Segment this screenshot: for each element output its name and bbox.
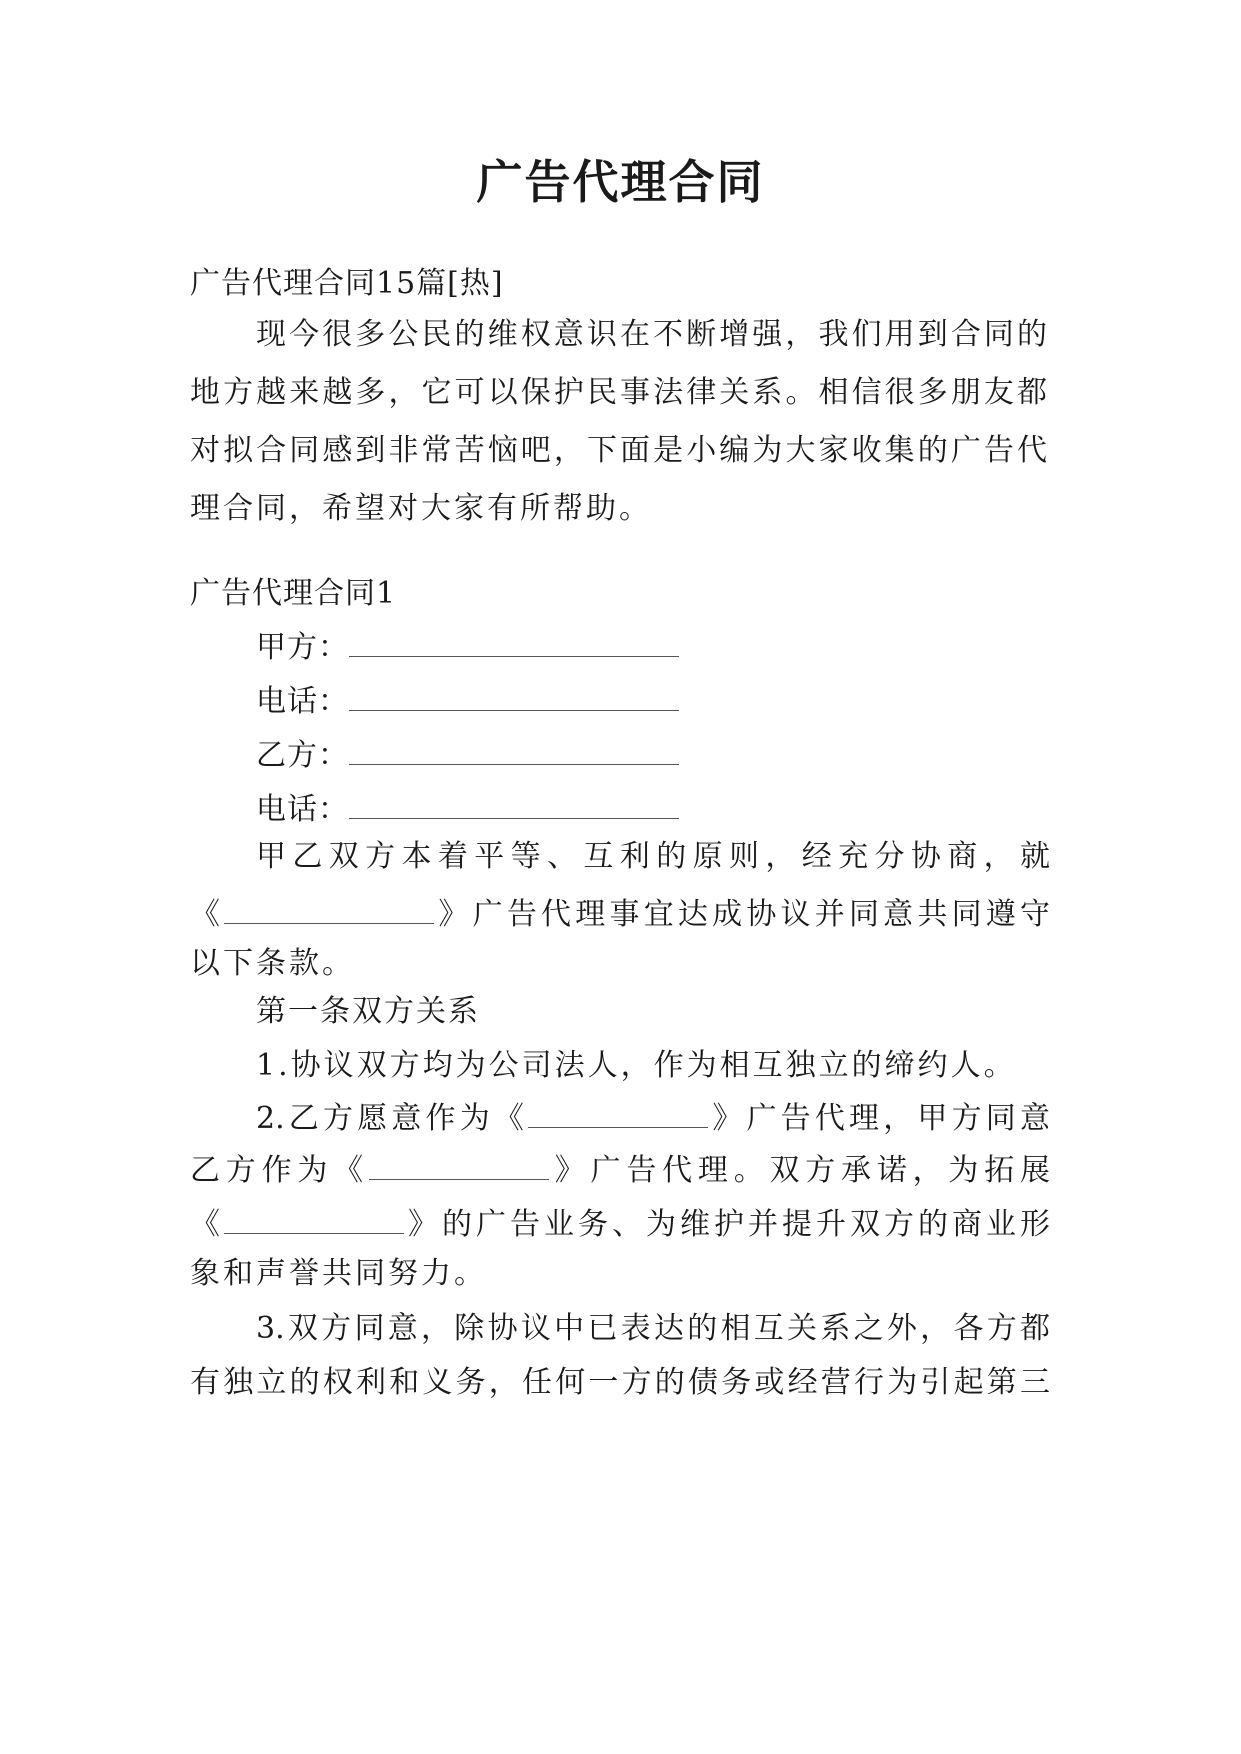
item-2-start: 2.乙方愿意作为《 bbox=[256, 1101, 529, 1136]
phone-b-row bbox=[256, 788, 679, 832]
item-2-blank-3[interactable] bbox=[224, 1205, 404, 1234]
agreement-line-1: 甲乙双方本着平等、互利的原则，经充分协商，就 bbox=[256, 839, 1050, 874]
quote-open: 《 bbox=[190, 897, 225, 932]
item-2-line-3-end: 》的广告业务、为维护并提升双方的商业形 bbox=[404, 1207, 1050, 1242]
item-2-end: 》广告代理，甲方同意 bbox=[708, 1101, 1050, 1136]
article-heading: 第一条双方关系 bbox=[256, 994, 480, 1029]
item-2-line-2-start: 乙方作为《 bbox=[190, 1153, 369, 1188]
phone-a-label: 电话： bbox=[256, 684, 349, 719]
party-b-blank[interactable] bbox=[349, 736, 679, 765]
phone-b-label: 电话： bbox=[256, 792, 349, 827]
phone-b-blank[interactable] bbox=[349, 790, 679, 819]
agreement-line-3: 以下条款。 bbox=[190, 946, 355, 981]
item-2-line-3-start: 《 bbox=[190, 1207, 224, 1242]
phone-a-row bbox=[256, 680, 679, 724]
article-item-2-line-3 bbox=[190, 1196, 1050, 1254]
article-item-3-line-2: 有独立的权利和义务，任何一方的债务或经营行为引起第三 bbox=[190, 1365, 1050, 1400]
item-2-blank-1[interactable] bbox=[528, 1099, 708, 1128]
publication-blank[interactable] bbox=[224, 895, 434, 924]
item-2-blank-2[interactable] bbox=[369, 1151, 549, 1180]
party-a-row bbox=[256, 626, 679, 670]
agreement-line-2 bbox=[190, 886, 1050, 944]
article-item-3-line-1: 3.双方同意，除协议中已表达的相互关系之外，各方都 bbox=[256, 1311, 1050, 1346]
party-a-blank[interactable] bbox=[349, 628, 679, 657]
party-b-label: 乙方： bbox=[256, 738, 349, 773]
article-item-2-line-2 bbox=[190, 1142, 1050, 1200]
section-heading: 广告代理合同1 bbox=[190, 576, 397, 611]
party-b-row bbox=[256, 734, 679, 778]
intro-paragraph: 现今很多公民的维权意识在不断增强，我们用到合同的地方越来越多，它可以保护民事法律关系。相信很多朋友都对拟合同感到非常苦恼吧，下面是小编为大家收集的广告代理合同，希望对大家有所帮助。 bbox=[190, 317, 1050, 526]
article-item-1: 1.协议双方均为公司法人，作为相互独立的缔约人。 bbox=[256, 1048, 1017, 1083]
subtitle: 广告代理合同15篇[热] bbox=[190, 266, 504, 301]
article-item-2-line-4: 象和声誉共同努力。 bbox=[190, 1256, 487, 1291]
phone-a-blank[interactable] bbox=[349, 682, 679, 711]
item-2-line-2-end: 》广告代理。双方承诺，为拓展 bbox=[548, 1153, 1051, 1188]
article-item-2-line-1 bbox=[256, 1090, 1050, 1148]
agreement-line-2-text: 》广告代理事宜达成协议并同意共同遵守 bbox=[434, 897, 1051, 932]
party-a-label: 甲方： bbox=[256, 630, 349, 665]
document-title: 广告代理合同 bbox=[476, 155, 765, 209]
